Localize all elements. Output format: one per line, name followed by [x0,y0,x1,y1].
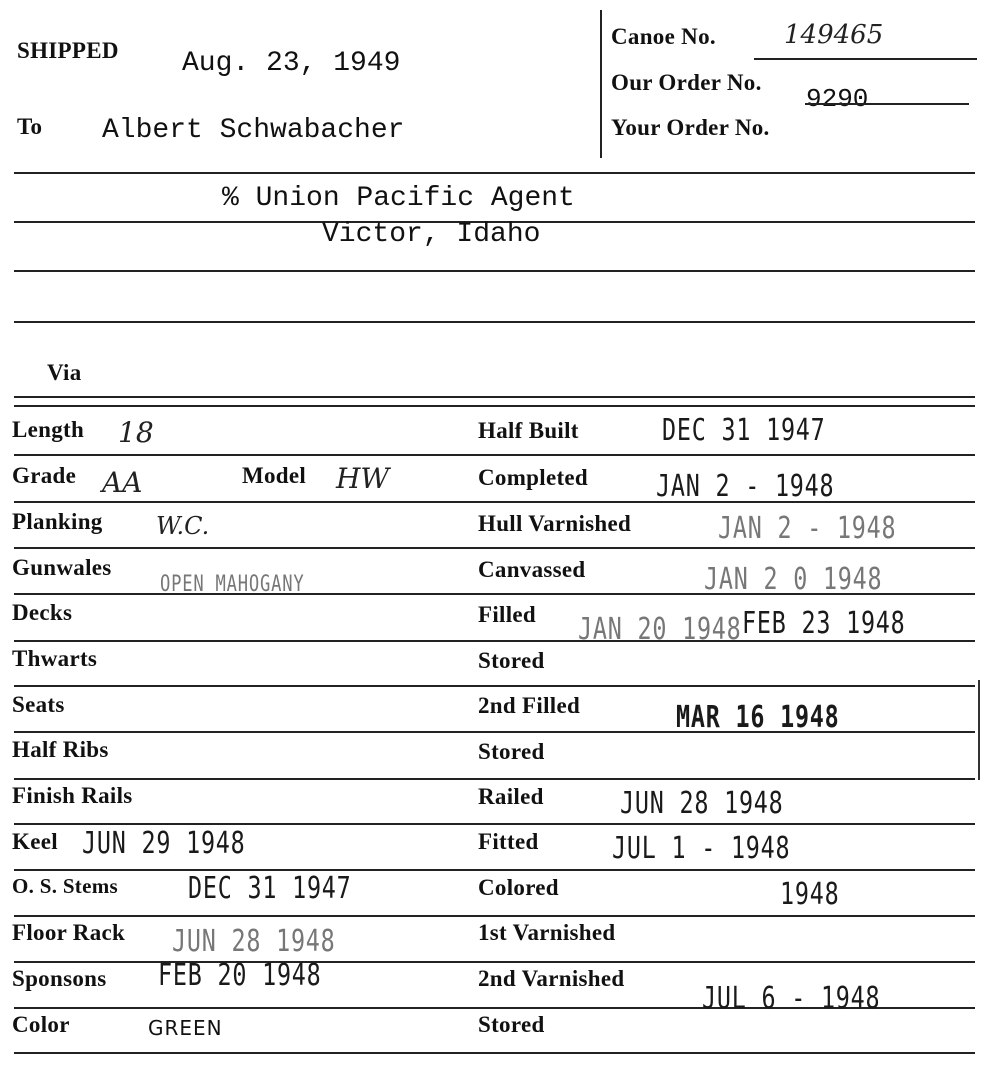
filled-stamp-1: JAN 20 1948 [578,612,742,647]
field-label-keel: Keel [12,829,58,854]
table-top-line [14,405,975,407]
address-line1-text: % Union Pacific Agent [222,183,575,214]
field-label-1st-varnished: 1st Varnished [478,920,616,945]
address-line-4 [14,321,975,323]
our-order-label: Our Order No. [611,70,762,95]
field-label-stored-2: Stored [478,739,545,764]
canvassed-stamp: JAN 2 0 1948 [704,562,883,597]
field-label-decks: Decks [12,600,73,625]
address-line-3 [14,270,975,272]
to-label: To [17,114,43,139]
address-line-1 [14,172,975,174]
field-label-half-built: Half Built [478,418,579,443]
completed-stamp: JAN 2 - 1948 [656,469,835,504]
field-label-stored-3: Stored [478,1012,545,1037]
field-label-finish-rails: Finish Rails [12,783,133,808]
row-line [14,454,975,456]
field-label-os-stems: O. S. Stems [12,874,118,898]
row-line [14,869,975,871]
header-divider [600,10,602,158]
keel-stamp: JUN 29 1948 [82,826,246,861]
field-label-gunwales: Gunwales [12,555,112,580]
planking-value: W.C. [156,512,210,540]
hull-varnished-stamp: JAN 2 - 1948 [718,511,897,546]
model-value: HW [336,462,390,495]
row-line [14,685,975,687]
shipped-label: SHIPPED [17,38,119,63]
color-stamp: GREEN [148,1016,223,1040]
field-label-length: Length [12,417,85,442]
floor-rack-stamp: JUN 28 1948 [172,924,336,959]
os-stems-stamp: DEC 31 1947 [188,871,352,906]
half-built-stamp: DEC 31 1947 [662,413,826,448]
your-order-label: Your Order No. [611,115,770,140]
field-label-completed: Completed [478,465,589,490]
field-label-thwarts: Thwarts [12,646,98,671]
recipient-name: Albert Schwabacher [102,115,405,146]
row-line [14,915,975,917]
colored-stamp: 1948 [780,877,840,912]
via-label: Via [47,360,82,385]
field-label-seats: Seats [12,692,65,717]
edge-mark [978,680,980,780]
field-label-color: Color [12,1012,70,1037]
row-line [14,823,975,825]
row-line [14,547,975,549]
canoe-no-line [754,58,977,60]
fitted-stamp: JUL 1 - 1948 [612,831,791,866]
gunwales-stamp: OPEN MAHOGANY [160,572,305,597]
row-line [14,1052,975,1054]
field-label-hull-varnished: Hull Varnished [478,511,632,536]
field-label-stored-1: Stored [478,648,545,673]
field-label-colored: Colored [478,875,559,900]
shipped-date: Aug. 23, 1949 [182,48,401,79]
length-value: 18 [118,416,154,449]
grade-value: AA [102,466,143,499]
field-label-railed: Railed [478,784,544,809]
field-label-filled: Filled [478,602,537,627]
sponsons-stamp: FEB 20 1948 [158,958,322,993]
our-order-value: 9290 [806,84,869,114]
canoe-no-value: 149465 [784,20,884,50]
2nd-varnished-stamp: JUL 6 - 1948 [702,981,881,1016]
via-line [14,396,975,398]
field-label-canvassed: Canvassed [478,557,586,582]
field-label-sponsons: Sponsons [12,966,107,991]
field-label-fitted: Fitted [478,829,539,854]
model-label: Model [242,463,307,488]
canoe-no-label: Canoe No. [611,24,716,49]
2nd-filled-stamp: MAR 16 1948 [676,700,840,735]
filled-stamp-2: FEB 23 1948 [742,606,906,641]
our-order-line [805,103,969,105]
field-label-2nd-filled: 2nd Filled [478,693,581,718]
railed-stamp: JUN 28 1948 [620,786,784,821]
row-line [14,778,975,780]
field-label-planking: Planking [12,509,103,534]
field-label-2nd-varnished: 2nd Varnished [478,966,625,991]
address-line2-text: Victor, Idaho [322,219,541,250]
field-label-grade: Grade [12,463,77,488]
field-label-floor-rack: Floor Rack [12,920,126,945]
field-label-half-ribs: Half Ribs [12,737,109,762]
